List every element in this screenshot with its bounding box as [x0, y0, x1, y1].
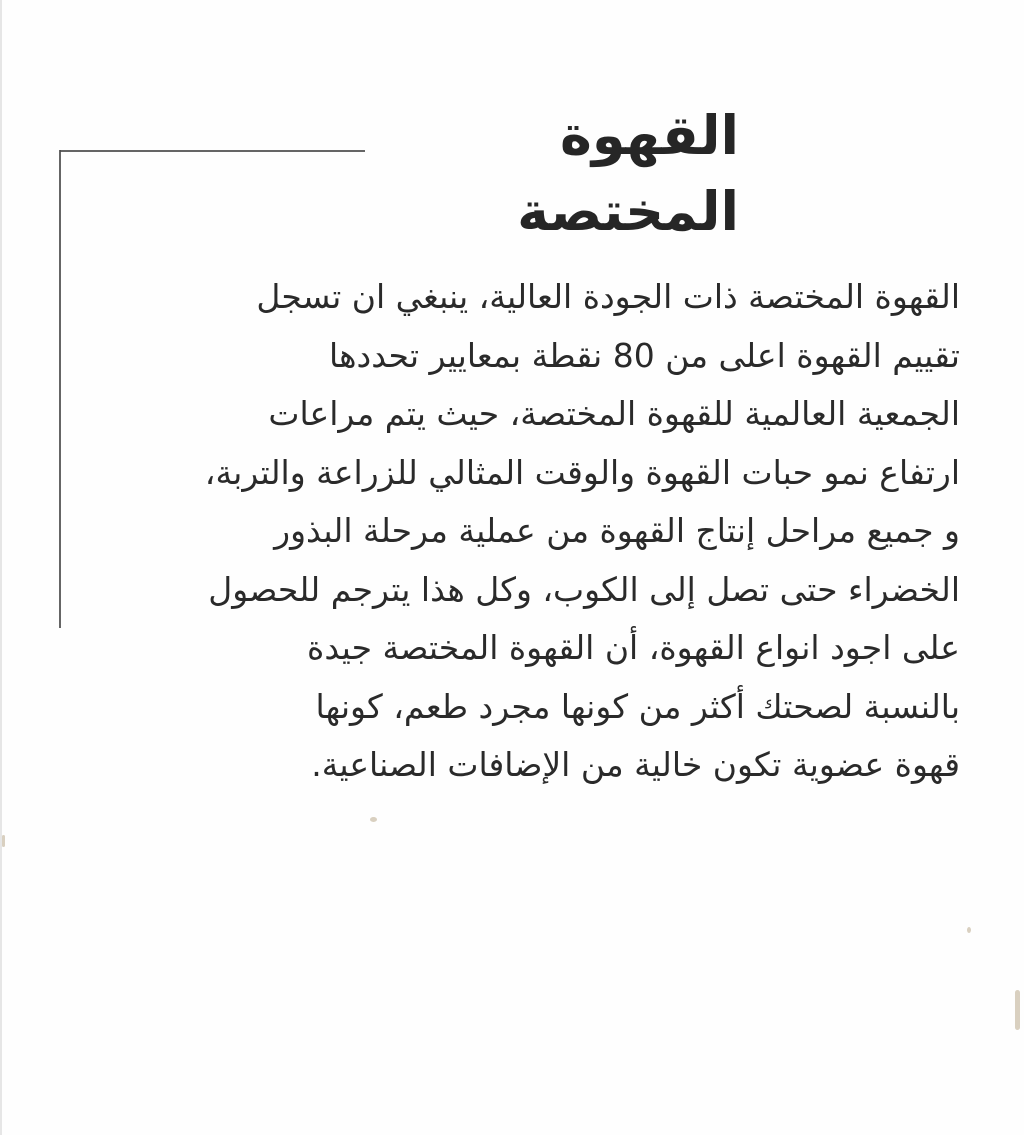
- article-body: [92, 268, 960, 795]
- frame-top-line: [60, 150, 365, 152]
- body-line: ارتفاع نمو حبات القهوة والوقت المثالي للزراعة والتربة،: [204, 452, 960, 492]
- body-line: الجمعية العالمية للقهوة المختصة، حيث يتم مراعات: [268, 394, 960, 433]
- body-line: تقييم القهوة اعلى من 80 نقطة بمعايير تحددها: [329, 335, 960, 375]
- body-line: الخضراء حتى تصل إلى الكوب، وكل هذا يترجم للحصول: [208, 569, 960, 609]
- paper-speck: [2, 835, 5, 847]
- article-title: [379, 98, 739, 250]
- page-edge: [0, 0, 2, 1135]
- paper-speck: [1015, 990, 1020, 1030]
- body-line: و جميع مراحل إنتاج القهوة من عملية مرحلة البذور: [274, 511, 960, 550]
- body-line: بالنسبة لصحتك أكثر من كونها مجرد طعم، كونها: [315, 686, 960, 726]
- body-line: القهوة المختصة ذات الجودة العالية، ينبغي ان تسجل: [256, 277, 960, 316]
- frame-left-line: [59, 150, 61, 628]
- body-line: على اجود انواع القهوة، أن القهوة المختصة جيدة: [307, 628, 960, 667]
- title-line-2: المختصة: [517, 180, 739, 243]
- body-line: قهوة عضوية تكون خالية من الإضافات الصناعية.: [311, 745, 960, 784]
- paper-speck: [370, 817, 377, 822]
- title-line-1: القهوة: [559, 104, 739, 167]
- paper-speck: [967, 927, 971, 933]
